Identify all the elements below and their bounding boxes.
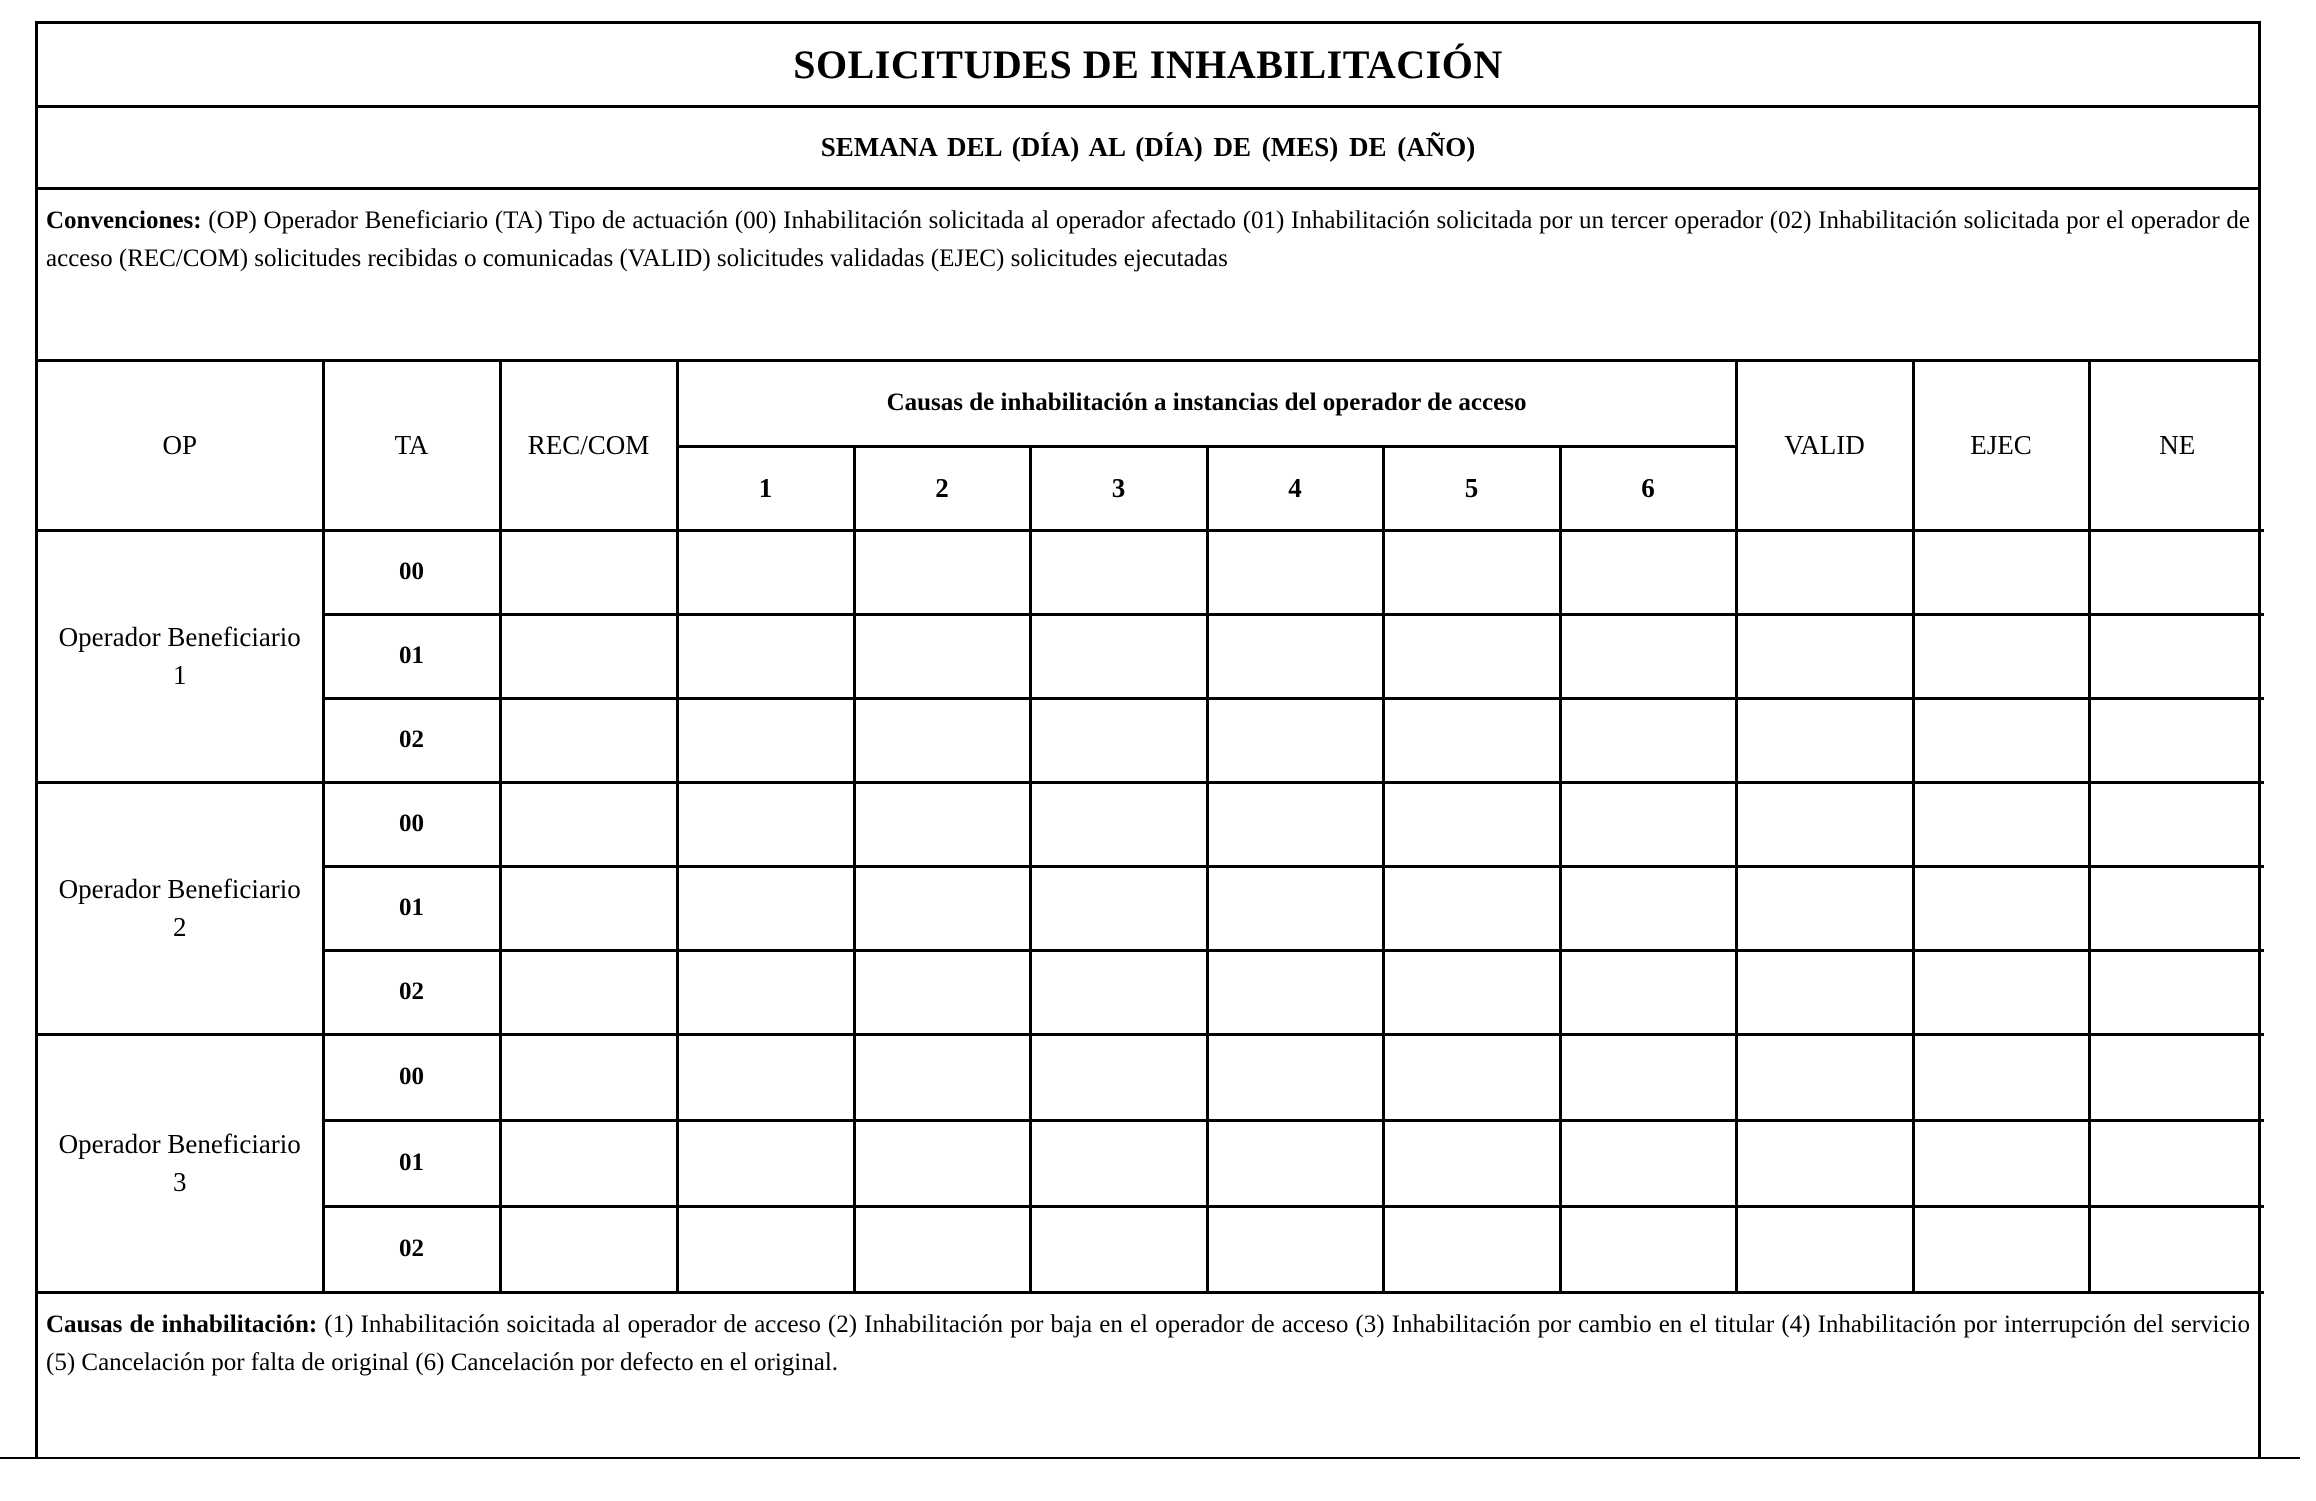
cause-5-cell[interactable] xyxy=(1383,782,1560,866)
ejec-cell[interactable] xyxy=(1913,1120,2089,1206)
reccom-cell[interactable] xyxy=(500,1206,677,1292)
header-ta: TA xyxy=(323,362,500,530)
reccom-cell[interactable] xyxy=(500,698,677,782)
ejec-cell[interactable] xyxy=(1913,1206,2089,1292)
cause-2-cell[interactable] xyxy=(854,950,1030,1034)
cause-6-cell[interactable] xyxy=(1560,950,1736,1034)
reccom-cell[interactable] xyxy=(500,1120,677,1206)
cause-2-cell[interactable] xyxy=(854,1120,1030,1206)
valid-cell[interactable] xyxy=(1736,866,1913,950)
ejec-cell[interactable] xyxy=(1913,1034,2089,1120)
cause-3-cell[interactable] xyxy=(1030,782,1207,866)
cause-3-cell[interactable] xyxy=(1030,530,1207,614)
cause-6-cell[interactable] xyxy=(1560,1120,1736,1206)
cause-1-cell[interactable] xyxy=(677,1206,854,1292)
ta-code-cell: 00 xyxy=(323,782,500,866)
operator-cell xyxy=(38,530,323,782)
reccom-cell[interactable] xyxy=(500,950,677,1034)
ne-cell[interactable] xyxy=(2089,1120,2264,1206)
cause-4-cell[interactable] xyxy=(1207,782,1383,866)
operator-cell xyxy=(38,782,323,1034)
table-body xyxy=(38,530,2264,1292)
ejec-cell[interactable] xyxy=(1913,950,2089,1034)
causes-label: Causas de inhabilitación: xyxy=(46,1310,318,1338)
valid-cell[interactable] xyxy=(1736,614,1913,698)
cause-3-cell[interactable] xyxy=(1030,1034,1207,1120)
cause-3-cell[interactable] xyxy=(1030,698,1207,782)
header-cause-3: 3 xyxy=(1030,446,1207,530)
cause-1-cell[interactable] xyxy=(677,1120,854,1206)
ejec-cell[interactable] xyxy=(1913,866,2089,950)
table-row xyxy=(38,866,2264,950)
form-document xyxy=(35,21,2261,1457)
operator-name: Operador Beneficiario xyxy=(58,622,301,652)
header-cause-6: 6 xyxy=(1560,446,1736,530)
ne-cell[interactable] xyxy=(2089,1206,2264,1292)
cause-6-cell[interactable] xyxy=(1560,1034,1736,1120)
cause-5-cell[interactable] xyxy=(1383,950,1560,1034)
cause-6-cell[interactable] xyxy=(1560,614,1736,698)
table-row xyxy=(38,1206,2264,1292)
operator-name: Operador Beneficiario xyxy=(58,874,301,904)
ta-code-cell: 01 xyxy=(323,614,500,698)
cause-6-cell[interactable] xyxy=(1560,782,1736,866)
ta-code-cell: 00 xyxy=(323,1034,500,1120)
header-cause-1: 1 xyxy=(677,446,854,530)
operator-name: Operador Beneficiario xyxy=(58,1129,301,1159)
operator-number: 2 xyxy=(173,912,187,942)
ta-code-cell: 02 xyxy=(323,1206,500,1292)
cause-5-cell[interactable] xyxy=(1383,614,1560,698)
ta-code-cell: 01 xyxy=(323,1120,500,1206)
cause-3-cell[interactable] xyxy=(1030,1206,1207,1292)
cause-3-cell[interactable] xyxy=(1030,1120,1207,1206)
ejec-cell[interactable] xyxy=(1913,614,2089,698)
operator-number: 1 xyxy=(173,660,187,690)
cause-3-cell[interactable] xyxy=(1030,950,1207,1034)
operator-cell xyxy=(38,1034,323,1292)
causes-text: (1) Inhabilitación soicitada al operador de acceso (2) Inhabilitación por baja en el operador de acceso (3) Inhabilitación por cambio en el titular (4) Inhabilitación por interrupción del servicio (5) Cancelación por falta de original (6) Cancelación por defecto en el original. xyxy=(46,1310,2250,1376)
valid-cell[interactable] xyxy=(1736,950,1913,1034)
cause-3-cell[interactable] xyxy=(1030,614,1207,698)
table-row xyxy=(38,1120,2264,1206)
header-ejec: EJEC xyxy=(1913,362,2089,530)
cause-5-cell[interactable] xyxy=(1383,1120,1560,1206)
requests-table xyxy=(38,362,2264,1294)
table-row xyxy=(38,698,2264,782)
cause-6-cell[interactable] xyxy=(1560,698,1736,782)
valid-cell[interactable] xyxy=(1736,1034,1913,1120)
cause-4-cell[interactable] xyxy=(1207,698,1383,782)
header-cause-5: 5 xyxy=(1383,446,1560,530)
header-reccom: REC/COM xyxy=(500,362,677,530)
cause-4-cell[interactable] xyxy=(1207,1034,1383,1120)
bottom-rule xyxy=(0,1457,2300,1459)
cause-2-cell[interactable] xyxy=(854,782,1030,866)
cause-2-cell[interactable] xyxy=(854,614,1030,698)
valid-cell[interactable] xyxy=(1736,698,1913,782)
operator-number: 3 xyxy=(173,1167,187,1197)
causes-footer xyxy=(38,1294,2258,1460)
ne-cell[interactable] xyxy=(2089,530,2264,614)
ejec-cell[interactable] xyxy=(1913,698,2089,782)
reccom-cell[interactable] xyxy=(500,782,677,866)
ne-cell[interactable] xyxy=(2089,950,2264,1034)
ejec-cell[interactable] xyxy=(1913,782,2089,866)
week-subtitle: SEMANA DEL (DÍA) AL (DÍA) DE (MES) DE (AÑO) xyxy=(38,108,2258,190)
cause-4-cell[interactable] xyxy=(1207,530,1383,614)
header-row-top xyxy=(38,362,2264,446)
ta-code-cell: 02 xyxy=(323,698,500,782)
conventions-label: Convenciones: xyxy=(46,207,202,234)
header-cause-2: 2 xyxy=(854,446,1030,530)
cause-4-cell[interactable] xyxy=(1207,1120,1383,1206)
cause-1-cell[interactable] xyxy=(677,782,854,866)
reccom-cell[interactable] xyxy=(500,866,677,950)
cause-1-cell[interactable] xyxy=(677,950,854,1034)
conventions-legend xyxy=(38,190,2258,362)
reccom-cell[interactable] xyxy=(500,614,677,698)
cause-4-cell[interactable] xyxy=(1207,1206,1383,1292)
valid-cell[interactable] xyxy=(1736,782,1913,866)
conventions-text: (OP) Operador Beneficiario (TA) Tipo de actuación (00) Inhabilitación solicitada al operador afectado (01) Inhabilitación solicitada por un tercer operador (02) Inhabilitación solicitada por el operador de acceso (REC/COM) solicitudes recibidas o comunicadas (VALID) solicitudes validadas (EJEC) solicitudes ejecutadas xyxy=(46,207,2250,272)
header-ne: NE xyxy=(2089,362,2264,530)
cause-5-cell[interactable] xyxy=(1383,1034,1560,1120)
cause-6-cell[interactable] xyxy=(1560,1206,1736,1292)
header-valid: VALID xyxy=(1736,362,1913,530)
table-row xyxy=(38,782,2264,866)
cause-5-cell[interactable] xyxy=(1383,698,1560,782)
cause-2-cell[interactable] xyxy=(854,698,1030,782)
cause-1-cell[interactable] xyxy=(677,698,854,782)
ne-cell[interactable] xyxy=(2089,698,2264,782)
ne-cell[interactable] xyxy=(2089,782,2264,866)
cause-5-cell[interactable] xyxy=(1383,530,1560,614)
cause-1-cell[interactable] xyxy=(677,1034,854,1120)
cause-5-cell[interactable] xyxy=(1383,866,1560,950)
cause-2-cell[interactable] xyxy=(854,1206,1030,1292)
ne-cell[interactable] xyxy=(2089,866,2264,950)
cause-2-cell[interactable] xyxy=(854,530,1030,614)
cause-2-cell[interactable] xyxy=(854,1034,1030,1120)
ejec-cell[interactable] xyxy=(1913,530,2089,614)
cause-4-cell[interactable] xyxy=(1207,866,1383,950)
header-op: OP xyxy=(38,362,323,530)
table-row xyxy=(38,1034,2264,1120)
ne-cell[interactable] xyxy=(2089,1034,2264,1120)
cause-4-cell[interactable] xyxy=(1207,950,1383,1034)
cause-1-cell[interactable] xyxy=(677,614,854,698)
ta-code-cell: 00 xyxy=(323,530,500,614)
header-causes-group: Causas de inhabilitación a instancias del operador de acceso xyxy=(677,362,1736,446)
cause-5-cell[interactable] xyxy=(1383,1206,1560,1292)
cause-3-cell[interactable] xyxy=(1030,866,1207,950)
reccom-cell[interactable] xyxy=(500,530,677,614)
ta-code-cell: 02 xyxy=(323,950,500,1034)
cause-1-cell[interactable] xyxy=(677,530,854,614)
header-cause-4: 4 xyxy=(1207,446,1383,530)
valid-cell[interactable] xyxy=(1736,530,1913,614)
table-row xyxy=(38,530,2264,614)
table-row xyxy=(38,614,2264,698)
valid-cell[interactable] xyxy=(1736,1120,1913,1206)
valid-cell[interactable] xyxy=(1736,1206,1913,1292)
cause-1-cell[interactable] xyxy=(677,866,854,950)
cause-6-cell[interactable] xyxy=(1560,866,1736,950)
table-row xyxy=(38,950,2264,1034)
reccom-cell[interactable] xyxy=(500,1034,677,1120)
cause-2-cell[interactable] xyxy=(854,866,1030,950)
cause-6-cell[interactable] xyxy=(1560,530,1736,614)
cause-4-cell[interactable] xyxy=(1207,614,1383,698)
ne-cell[interactable] xyxy=(2089,614,2264,698)
ta-code-cell: 01 xyxy=(323,866,500,950)
form-title: SOLICITUDES DE INHABILITACIÓN xyxy=(38,24,2258,108)
